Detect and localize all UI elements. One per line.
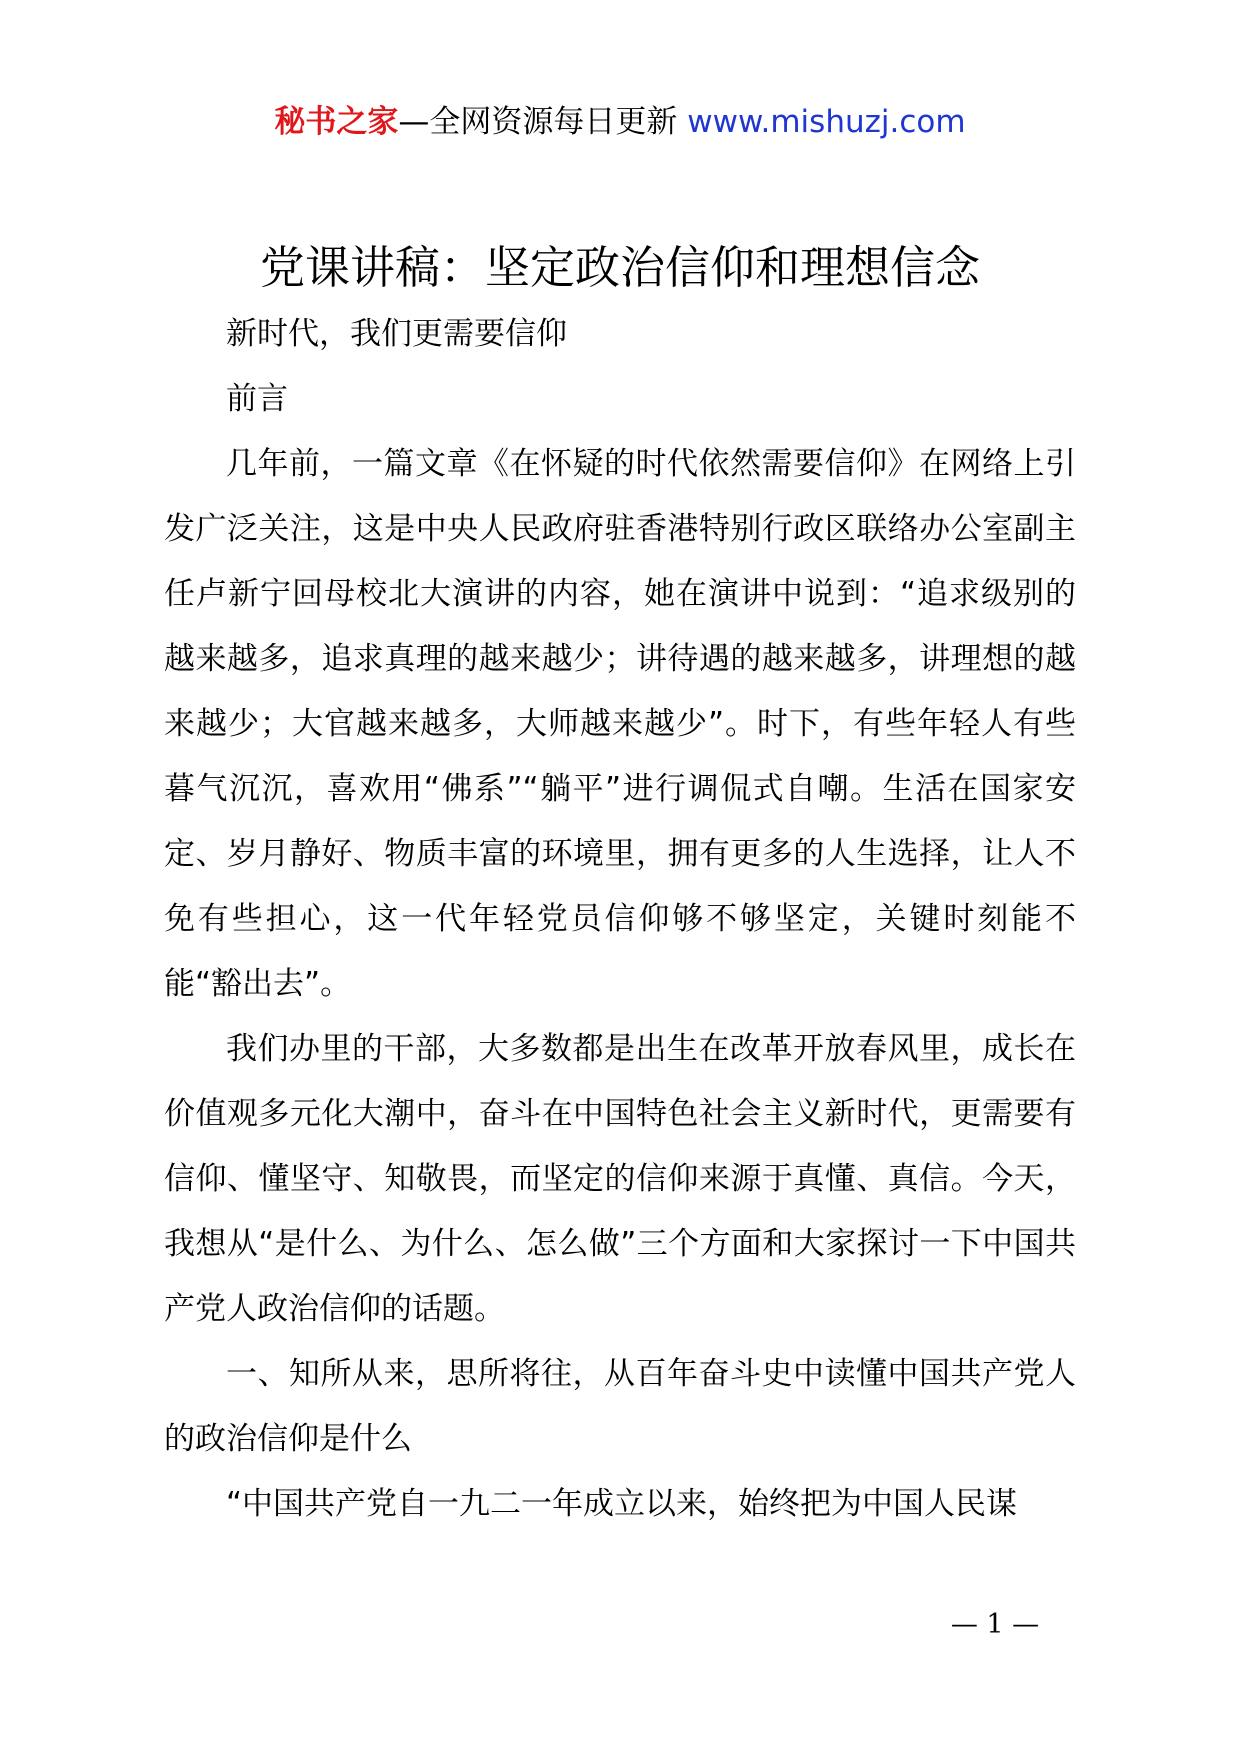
document-body — [164, 302, 1076, 1537]
document-title: 党课讲稿：坚定政治信仰和理想信念 — [259, 241, 980, 294]
preface-heading: 前言 — [226, 381, 288, 417]
brand-name: 秘书之家 — [274, 104, 399, 140]
header-tagline: —全网资源每日更新 — [398, 104, 688, 140]
body-paragraph: 几年前，一篇文章《在怀疑的时代依然需要信仰》在网络上引发广泛关注，这是中央人民政府驻香港特别行政区联络办公室副主任卢新宁回母校北大演讲的内容，她在演讲中说到：“追求级别的越来越多，追求真理的越来越少；讲待遇的越来越多，讲理想的越来越少；大官越来越多，大师越来越少”。时下，有些年轻人有些暮气沉沉，喜欢用“佛系”“躺平”进行调侃式自嘲。生活在国家安定、岁月静好、物质丰富的环境里，拥有更多的人生选择，让人不免有些担心，这一代年轻党员信仰够不够坚定，关键时刻能不能“豁出去”。 — [164, 446, 1076, 1002]
page-number: — 1 — — [950, 1609, 1040, 1640]
subtitle-paragraph: 新时代，我们更需要信仰 — [226, 316, 567, 352]
body-paragraph: “中国共产党自一九二一年成立以来，始终把为中国人民谋 — [226, 1486, 1018, 1522]
body-paragraph: 我们办里的干部，大多数都是出生在改革开放春风里，成长在价值观多元化大潮中，奋斗在中国特色社会主义新时代，更需要有信仰、懂坚守、知敬畏，而坚定的信仰来源于真懂、真信。今天，我想从“是什么、为什么、怎么做”三个方面和大家探讨一下中国共产党人政治信仰的话题。 — [164, 1031, 1076, 1327]
header-banner — [0, 100, 1240, 144]
section-heading-1: 一、知所从来，思所将往，从百年奋斗史中读懂中国共产党人的政治信仰是什么 — [164, 1356, 1076, 1457]
header-url[interactable]: www.mishuzj.com — [687, 104, 966, 140]
